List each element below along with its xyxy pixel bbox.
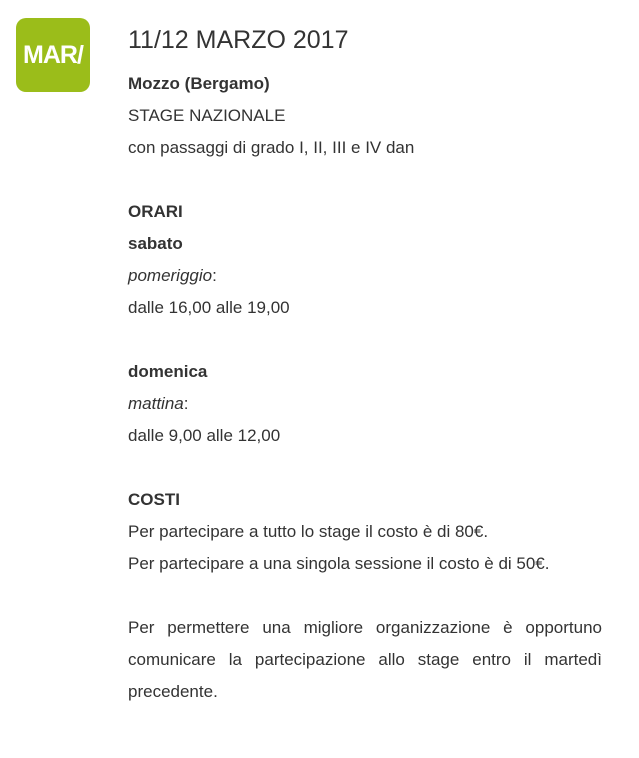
domenica-hours: dalle 9,00 alle 12,00 (128, 426, 281, 445)
event-date: 11/12 MARZO 2017 (128, 26, 349, 54)
costi-heading: COSTI (128, 490, 180, 509)
domenica-period: mattina (128, 394, 184, 413)
domenica-day: domenica (128, 362, 208, 381)
domenica-period-line (128, 388, 602, 420)
orari-heading: ORARI (128, 202, 183, 221)
organization-note: Per permettere una migliore organizzazione è opportuno comunicare la partecipazione allo stage entro il martedì precedente. (128, 618, 602, 701)
cost-single-session: Per partecipare a una singola sessione il costo è di 50€. (128, 554, 550, 573)
event-location: Mozzo (Bergamo) (128, 74, 270, 93)
month-badge (16, 18, 90, 92)
month-badge-label: MAR/ (23, 40, 83, 69)
event-description: con passaggi di grado I, II, III e IV dan (128, 138, 415, 157)
event-type: STAGE NAZIONALE (128, 106, 286, 125)
sabato-day: sabato (128, 234, 183, 253)
sabato-hours: dalle 16,00 alle 19,00 (128, 298, 290, 317)
sabato-period: pomeriggio (128, 266, 213, 285)
sabato-colon: : (212, 266, 217, 285)
event-details (128, 24, 602, 708)
cost-full-stage: Per partecipare a tutto lo stage il costo è di 80€. (128, 522, 489, 541)
domenica-colon: : (183, 394, 189, 413)
sabato-period-line (128, 260, 602, 292)
